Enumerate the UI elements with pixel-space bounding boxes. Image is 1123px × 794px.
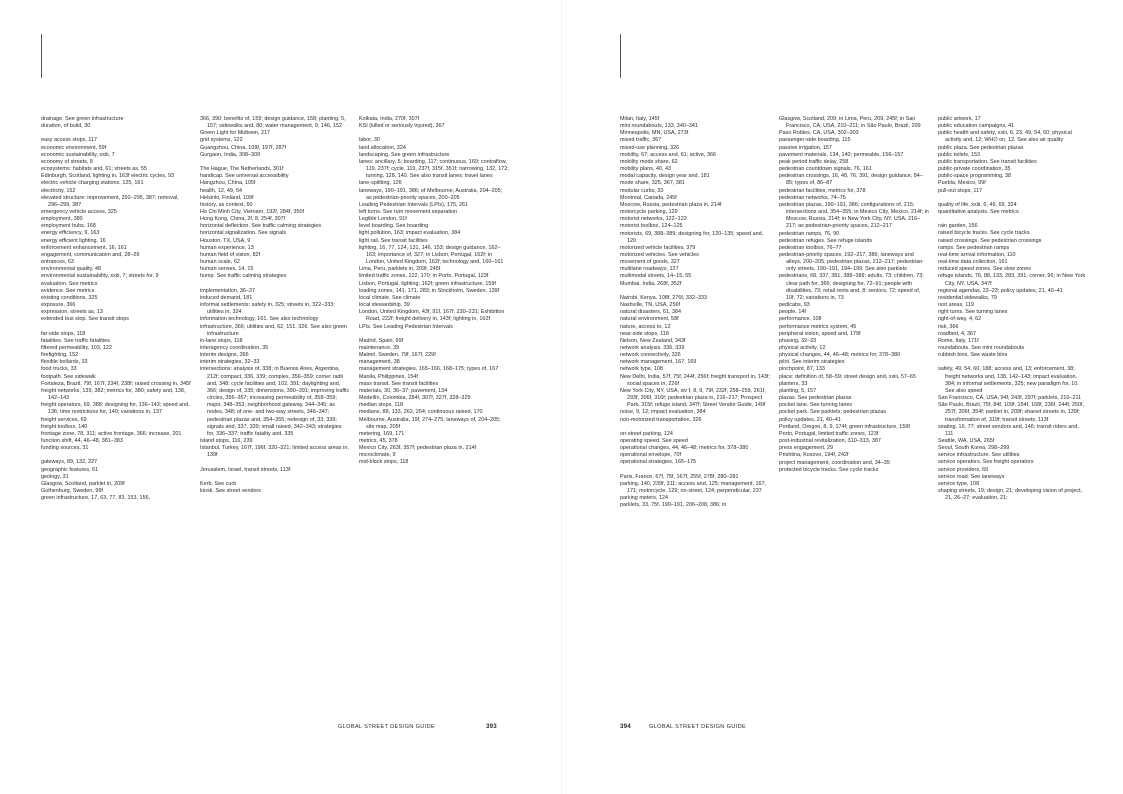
index-entry: evidence. See metrics: [41, 287, 95, 294]
index-entry: pedicabs, 93: [779, 302, 810, 309]
index-entry: Houston, TX, USA, 9: [200, 237, 251, 244]
index-entry: pedestrian plazas, 190–191, 386; configurations of, 215; intersections and, 354–355; in Mexico City, Mexico, 214f; in Moscow, Russia, 214f; in New York City, NY, USA, 216–217; as pedestrian-priority spaces, 212–217: [779, 201, 929, 230]
index-entry: service type, 108: [938, 480, 980, 487]
index-entry: rubbish bins. See waste bins: [938, 352, 1008, 359]
index-entry: far-side stops, 118: [41, 330, 86, 337]
index-entry: network type, 108: [620, 366, 663, 373]
index-entry: peak period traffic delay, 258: [779, 158, 849, 165]
index-entry: São Paulo, Brazil, 75f, 84f, 109f, 154f, 168f, 236f, 244f, 250f, 257f, 306f, 354f; parklet in, 209f; shared streets in, 139f; transformation of, 319f; transit streets, 113f: [938, 402, 1085, 423]
letter-group-gap: [41, 324, 191, 331]
index-entry: freight toolbox, 140: [41, 423, 88, 430]
index-entry: Madrid, Spain, 99f: [359, 337, 404, 344]
index-entry: horizontal deflection. See traffic calming strategies: [200, 223, 322, 230]
index-entry: extended bus stop. See transit stops: [41, 316, 129, 323]
letter-group-gap: [938, 216, 1088, 223]
index-entry: movement of goods, 327: [620, 259, 680, 266]
index-entry: green infrastructure, 17, 63, 77, 83, 153, 156,: [41, 495, 151, 502]
index-entry: lane-splitting, 126: [359, 180, 402, 187]
index-entry: Paso Robles, CA, USA, 302–303: [779, 130, 859, 137]
index-entry: flexible bollards, 33: [41, 359, 88, 366]
index-entry: energy efficiency, 9, 163: [41, 230, 100, 237]
index-entry: regional agendas, 22–23; policy updates, 21, 40–41: [938, 287, 1063, 294]
index-entry: risk, 366: [938, 323, 959, 330]
index-entry: median stops, 118: [359, 402, 403, 409]
index-entry: human experience, 13: [200, 244, 254, 251]
running-footer-title: GLOBAL STREET DESIGN GUIDE: [649, 724, 747, 730]
index-entry: real-time arrival information, 110: [938, 251, 1016, 258]
index-entry: kiosk. See street vendors: [200, 488, 262, 495]
index-entry: footpath. See sidewalk: [41, 373, 96, 380]
index-entry: press engagement, 29: [779, 445, 834, 452]
index-entry: duration, of build, 30: [41, 123, 91, 130]
index-entry: lanes: ancillary, 5; boarding, 117; continuous, 169; contraflow, 119, 237f; cycle, 119, 237f, 315f, 351f; narrowing, 132, 172; turning, 128, 140. See also transit lanes; travel lanes: [359, 158, 509, 180]
index-entry: pedestrian networks, 74–75: [779, 194, 846, 201]
index-entry: pocket lane. See turning lanes: [779, 402, 853, 409]
index-entry: parklets, 33, 75f, 190–191, 206–208, 386; in: [620, 502, 727, 509]
index-entry: pedestrians, 68, 337, 381, 388–389; adults, 73; children, 73; clear path for, 366; designing for, 72–91; people with disabilities, 73; retail rents and, 8; seniors, 72; speed of, 10f, 72; variations in, 73: [779, 273, 924, 301]
index-entry: Glasgow, Scotland, 209; in Lima, Peru, 209, 245f; in San Francisco, CA, USA, 210–211; in São Paulo, Brazil, 209: [779, 116, 921, 130]
index-entry: parking meters, 124: [620, 495, 669, 502]
index-entry: metering, 169, 171: [359, 430, 405, 437]
index-entry: roundabouts. See mini roundabouts: [938, 344, 1025, 351]
letter-group-gap: [200, 281, 350, 288]
index-entry: existing conditions, 325: [41, 294, 98, 301]
index-entry: employment, 380: [41, 216, 83, 223]
index-entry: pedestrian crossings, 16, 48, 76, 391; design guidance, 84–85; types of, 86–87: [779, 173, 923, 187]
running-footer-title: GLOBAL STREET DESIGN GUIDE: [338, 724, 436, 730]
index-entry: Mexico City, 263f, 357f; pedestrian plaza in, 214f: [359, 445, 477, 452]
index-entry: Melbourne, Australia, 19f, 274–275; laneways of, 204–205; site map, 205f: [359, 416, 501, 430]
index-entry: fatalities. See traffic fatalities: [41, 337, 110, 344]
index-entry: Helsinki, Finland, 109f: [200, 194, 254, 201]
index-entry: environmental sustainability, xxiii, 7; streets for, 9: [41, 273, 159, 280]
index-entry: pedestrian toolbox, 76–77: [779, 244, 842, 251]
index-entry: raised bicycle tracks. See cycle tracks: [938, 230, 1030, 237]
index-entry: emergency vehicle access, 325: [41, 209, 117, 216]
index-entry: pedestrian facilities, metrics for, 378: [779, 187, 866, 194]
index-entry: Moscow, Russia, pedestrian plaza in, 214f: [620, 201, 722, 208]
index-entry: performance, 108: [779, 316, 822, 323]
index-entry: Gurgaon, India, 308–309: [200, 151, 261, 158]
index-entry: implementation, 36–37: [200, 287, 255, 294]
index-entry: filtered permeability, 103, 122: [41, 344, 112, 351]
index-entry: pocket park. See parklets; pedestrian plazas: [779, 409, 886, 416]
letter-group-gap: [620, 288, 770, 295]
index-entry: laneways, 190–191, 386; of Melbourne, Australia, 204–205; as pedestrian-priority spaces, 200–205: [359, 187, 503, 201]
index-entry: shaping streets, 19; design, 21; developing vision of project, 21, 26–27; evaluation, 21;: [938, 488, 1083, 502]
index-entry: Lisbon, Portugal, lighting, 162f; green infrastructure, 159f: [359, 280, 496, 287]
index-entry: Portland, Oregon, 8, 9, 174f; green infrastructure, 159f: [779, 423, 910, 430]
index-entry: infrastructure, 366; utilities and, 62, 151, 326. See also green infrastructure: [200, 323, 347, 337]
page-number: 393: [486, 723, 497, 730]
index-entry: refuge islands, 76, 88, 133, 283, 391; corner, 96; in New York City, NY, USA, 347f: [938, 273, 1086, 287]
index-entry: Prishtina, Kosovo, 194f, 242f: [779, 452, 849, 459]
index-entry: economic environment, 59f: [41, 144, 107, 151]
index-entry: economy of streets, 8: [41, 158, 93, 165]
index-entry: funding sources, 31: [41, 445, 89, 452]
index-entry: left turns. See turn movement separation: [359, 209, 458, 216]
index-entry: geographic features, 61: [41, 466, 99, 473]
margin-rule: [41, 34, 42, 78]
index-entry: mid-block stops, 118: [359, 459, 409, 466]
index-entry: light pollution, 163; impact evaluation, 384: [359, 230, 461, 237]
index-entry: physical activity, 12: [779, 345, 826, 351]
index-entry: place: definition of, 58–59; street design and, xxiii, 57–65: [779, 373, 916, 380]
index-entry: health, 12, 49, 54: [200, 187, 243, 194]
index-entry: materials, 30, 36–37; pavement, 134: [359, 387, 448, 394]
index-entry: mixed traffic, 367: [620, 137, 662, 144]
index-entry: drainage. See green infrastructure: [41, 116, 124, 122]
index-entry: pilot. See interim strategies: [779, 359, 845, 366]
letter-group-gap: [620, 467, 770, 474]
index-entry: mobility plans, 40, 43: [620, 166, 672, 173]
index-entry: physical changes, 44, 46–48; metrics for, 378–380: [779, 352, 901, 359]
index-entry: environmental quality, 48: [41, 266, 102, 273]
index-entry: local climate. See climate: [359, 294, 421, 301]
index-entry: Nelson, New Zealand, 343f: [620, 337, 686, 344]
index-entry: Leading Pedestrian Intervals (LPIs), 175, 261: [359, 201, 469, 208]
index-entry: frontage zone, 78, 311; active frontage, 366; increase, 201: [41, 430, 182, 437]
index-entry: roadbed, 4, 367: [938, 330, 977, 337]
index-entry: electricity, 152: [41, 187, 76, 194]
index-entry: 366, 390; benefits of, 159; design guidance, 158; planting, 5, 157; sidewalks and, 80; water management, 9, 146, 152: [200, 116, 346, 130]
index-entry: island stops, 116, 239: [200, 438, 253, 444]
index-entry: motorized vehicles. See vehicles: [620, 251, 699, 258]
index-column-5: [779, 116, 929, 474]
index-entry: Jerusalem, Israel, transit streets, 113f: [200, 466, 291, 473]
index-entry: non-motorized transportation, 326: [620, 416, 702, 423]
index-entry: pedestrian countdown signals, 76, 161: [779, 166, 872, 173]
index-entry: policy updates, 21, 40–41: [779, 416, 841, 423]
index-entry: multilane roadways, 127: [620, 266, 679, 273]
index-entry: mini roundabouts, 133, 340–341: [620, 123, 698, 130]
index-entry: intersections: analysis of, 338; in Buenos Aires, Argentina, 212f; compact, 336, 339; complex, 356–359; corner radii and, 348; cycle facilities and, 102, 391; daylighting and, 366; design of, 335; dimensions, 390–391; improving traffic circles, 356–357; increasing permeability of, 358–359; major, 348–353; neighborhood gateway, 344–345; as nodes, 348; of one- and two-way streets, 346–347; pedestrian plazas and, 354–355; redesign of, 33, 339; signals and, 337, 339; small raised, 342–343; strategies for, 336–337; traffic fatality and, 335: [200, 366, 350, 437]
index-entry: Green Light for Midtown, 217: [200, 130, 271, 137]
index-entry: mobility, 67; access and, 61; active, 366: [620, 151, 717, 158]
page-number: 394: [620, 723, 631, 730]
index-entry: interim strategies, 32–33: [200, 359, 260, 366]
index-entry: employment hubs, 168: [41, 223, 96, 230]
index-entry: rain garden, 156: [938, 223, 978, 230]
index-entry: public-space programming, 38: [938, 173, 1012, 180]
margin-rule: [620, 34, 621, 78]
index-entry: energy efficient lighting, 16: [41, 237, 106, 244]
index-entry: level boarding. See boarding: [359, 223, 429, 230]
index-entry: metrics, 45, 378: [359, 438, 398, 444]
index-entry: modular curbs, 33: [620, 187, 664, 194]
index-entry: safety, 49, 54, 60, 188; access and, 13; enforcement, 38; freight networks and, 138, 142–143; impact evaluation, 384; in informal settlements, 325; new paradigm for, 10. See also speed: [938, 366, 1079, 394]
letter-group-gap: [200, 459, 350, 466]
index-entry: motorist toolbox, 124–125: [620, 223, 683, 230]
index-entry: handicap. See universal accessibility: [200, 173, 289, 180]
index-entry: medians, 88, 133, 262, 264; continuous raised, 170: [359, 409, 483, 416]
index-entry: pedestrian ramps, 76, 90: [779, 230, 840, 237]
index-column-6: [938, 116, 1088, 502]
index-entry: Medellín, Colombia, 284f, 307f, 327f, 328–329: [359, 395, 471, 402]
index-entry: parking, 140, 239f, 311; access and, 125; management, 167, 171; motorcycle, 129; on-street, 124; perpendicular, 237: [620, 480, 767, 495]
index-entry: operational strategies, 165–175: [620, 459, 697, 466]
index-entry: public transportation. See transit facilities: [938, 158, 1037, 165]
page-393: [0, 0, 561, 794]
index-entry: modal capacity, design year and, 181: [620, 173, 710, 180]
index-entry: Nashville, TN, USA, 256f: [620, 302, 681, 309]
letter-group-gap: [359, 331, 509, 338]
index-entry: service infrastructure. See utilities: [938, 452, 1020, 459]
index-entry: in-lane stops, 118: [200, 337, 243, 344]
index-entry: natural disasters, 61, 384: [620, 309, 682, 316]
index-entry: Porto, Portugal, limited traffic zones, 123f: [779, 430, 879, 437]
index-entry: post-industrial revitalization, 310–313, 387: [779, 438, 881, 445]
index-entry: operating speed. See speed: [620, 438, 688, 444]
index-entry: public toilets, 153: [938, 151, 981, 158]
index-entry: peripheral vision, speed and, 179f: [779, 330, 861, 337]
index-column-4: [620, 116, 770, 510]
index-entry: labor, 30: [359, 137, 380, 144]
index-entry: mode share, 325, 367, 381: [620, 180, 685, 187]
index-entry: Manila, Philippines, 154f: [359, 373, 418, 380]
index-entry: natural environment, 58f: [620, 316, 679, 323]
index-entry: pavement materials, 134, 140; permeable, 156–157: [779, 151, 904, 158]
index-entry: New York City, NY, USA, xiv f, 8, 9, 79f, 232f, 258–259, 261f, 293f, 306f, 316f; pedestrian plaza in, 216–217; Prospect Park, 315f; refuge island, 347f; Street Vendor Guide, 149f: [620, 387, 766, 409]
index-entry: multimodal streets, 14–15, 55: [620, 273, 692, 280]
index-entry: public health and safety, xxiii, 6, 23, 49, 54, 60; physical activity and, 12; WHO on, 12. See also air quality: [938, 130, 1072, 144]
index-entry: Hangzhou, China, 105f: [200, 180, 256, 187]
index-entry: mass transit. See transit facilities: [359, 380, 439, 387]
index-entry: reduced speed zones. See slow zones: [938, 266, 1031, 273]
index-entry: landscaping. See green infrastructure: [359, 151, 450, 158]
index-entry: freight networks, 139, 382; metrics for, 380; safety and, 138, 142–143: [41, 387, 186, 402]
index-column-1: [41, 116, 191, 502]
index-entry: people, 14f: [779, 309, 806, 316]
index-entry: Seattle, WA, USA, 265f: [938, 437, 995, 444]
index-entry: service operators. See freight operators: [938, 459, 1034, 466]
index-entry: quantitative analysis. See metrics: [938, 209, 1019, 216]
index-entry: Fortaleza, Brazil, 79f, 167f, 234f, 238f; raised crossing in, 345f: [41, 380, 191, 387]
index-entry: management, 38: [359, 359, 400, 366]
index-entry: interagency coordination, 35: [200, 344, 269, 351]
index-entry: electric vehicle charging stations, 125, 161: [41, 180, 144, 187]
index-entry: operational changes, 44, 46–48; metrics for, 378–380: [620, 445, 749, 452]
index-entry: function shift, 44, 46–48, 381–383: [41, 438, 123, 444]
index-entry: raised crossings. See pedestrian crossings: [938, 237, 1042, 244]
index-entry: Montreal, Canada, 245f: [620, 194, 677, 201]
index-entry: KSI (killed or seriously injured), 367: [359, 123, 445, 130]
index-entry: Kerb. See curb: [200, 480, 237, 487]
index-entry: lighting, 16, 77, 124, 131, 146, 153; design guidance, 162–163; importance of, 327; in Lisbon, Portugal, 162f; in London, United Kingdom, 162f; technology and, 160–161: [359, 244, 504, 266]
letter-group-gap: [41, 452, 191, 459]
index-entry: service road. See laneways: [938, 473, 1005, 480]
letter-group-gap: [200, 474, 350, 481]
index-entry: firefighting, 152: [41, 352, 79, 359]
index-entry: interim designs, 366: [200, 352, 249, 359]
index-entry: Milan, Italy, 145f: [620, 116, 660, 122]
index-entry: pull-out stops, 117: [938, 187, 983, 194]
index-entry: local stewardship, 39: [359, 302, 410, 309]
index-entry: LPIs. See Leading Pedestrian Intervals: [359, 323, 453, 330]
letter-group-gap: [620, 424, 770, 431]
index-entry: geology, 31: [41, 473, 69, 480]
index-entry: performance metrics system, 45: [779, 323, 857, 330]
index-entry: seating, 16, 77; street vendors and, 146; transit riders and, 111: [938, 423, 1079, 437]
index-entry: Seoul, South Korea, 298–299: [938, 445, 1010, 452]
letter-group-gap: [938, 359, 1088, 366]
index-entry: economic sustainability, xxiii, 7: [41, 151, 115, 158]
index-entry: information technology, 161. See also technology: [200, 316, 319, 323]
index-entry: passenger-side boarding, 115: [779, 137, 851, 144]
index-entry: light rail. See transit facilities: [359, 237, 428, 244]
index-entry: San Francisco, CA, USA, 94f, 243f, 297f; parklets, 210–211: [938, 395, 1082, 402]
index-entry: rest areas, 119: [938, 302, 974, 309]
index-entry: gateways, 89, 132, 227: [41, 459, 98, 466]
index-entry: phasing, 32–33: [779, 337, 817, 344]
index-entry: Lima, Peru, parklets in, 209f, 245f: [359, 266, 441, 273]
index-entry: freight operators, 69, 388; designing for, 136–143; speed and, 136; time restrictions for, 140; variations in, 137: [41, 402, 190, 416]
index-entry: easy access stops, 117: [41, 137, 98, 144]
index-entry: planting, 5, 157: [779, 387, 817, 394]
index-entry: ecosystems: habitats and, 61; streets as, 55: [41, 166, 148, 173]
letter-group-gap: [41, 130, 191, 137]
index-entry: nature, access to, 12: [620, 323, 671, 330]
index-entry: limited traffic zones, 122, 170; in Porto, Portugal, 123f: [359, 273, 489, 280]
index-entry: informal settlements: safety in, 325; streets in, 322–333; utilities in, 324: [200, 302, 335, 316]
index-entry: land allocation, 324: [359, 144, 406, 151]
index-entry: maintenance, 39: [359, 344, 400, 351]
index-entry: protected bicycle tracks. See cycle tracks: [779, 466, 879, 473]
index-entry: Malmö, Sweden, 79f, 167f, 229f: [359, 352, 436, 359]
index-entry: public plaza. See pedestrian plazas: [938, 144, 1024, 151]
index-entry: elevated structure: improvement, 292–295, 387; removal, 296–299, 387: [41, 194, 179, 208]
index-entry: London, United Kingdom, 43f, 91f, 167f, 230–231; Exhibition Road, 222f; freight delivery in, 143f; lighting in, 162f: [359, 309, 505, 323]
index-entry: network management, 167, 169: [620, 359, 697, 366]
index-entry: service providers, 69: [938, 466, 989, 473]
index-entry: residential sidewalks, 79: [938, 294, 997, 301]
index-entry: entrances, 63: [41, 259, 74, 266]
index-entry: project management, coordination and, 34–35: [779, 459, 890, 466]
index-entry: human senses, 14, 15: [200, 266, 254, 273]
index-entry: Hong Kong, China, 2f, 8, 254f, 307f: [200, 216, 286, 223]
index-entry: motorized vehicle facilities, 379: [620, 244, 696, 251]
index-entry: grid systems, 122: [200, 137, 243, 144]
index-entry: freight services, 69: [41, 416, 87, 423]
index-column-3: [359, 116, 509, 467]
index-entry: public-private coordination, 35: [938, 166, 1011, 173]
index-entry: Gothenburg, Sweden, 99f: [41, 488, 103, 495]
index-entry: enforcement enhancement, 16, 161: [41, 244, 127, 251]
index-entry: Glasgow, Scotland, parklet in, 209f: [41, 480, 125, 487]
index-entry: public education campaigns, 41: [938, 123, 1015, 130]
index-entry: human field of vision, 82f: [200, 251, 261, 258]
index-entry: ramps. See pedestrian ramps: [938, 244, 1010, 251]
index-entry: loading zones, 141, 171, 283; in Stockholm, Sweden, 139f: [359, 287, 500, 294]
index-entry: near-side stops, 118: [620, 330, 669, 337]
index-entry: pedestrian refuges. See refuge islands: [779, 237, 873, 244]
index-entry: passive irrigation, 157: [779, 144, 832, 151]
index-entry: mixed-use planning, 326: [620, 144, 680, 151]
index-entry: The Hague, The Netherlands, 301f: [200, 166, 284, 173]
index-entry: Legible London, 91f: [359, 216, 407, 223]
index-entry: noise, 9, 12; impact evaluation, 384: [620, 409, 706, 416]
letter-group-gap: [359, 130, 509, 137]
index-entry: Mumbai, India, 268f, 352f: [620, 280, 682, 287]
index-entry: motorist networks, 122–123: [620, 216, 687, 223]
index-entry: pedestrian-priority spaces, 192–217, 386; laneways and alleys, 200–205; pedestrian plazas, 212–217; pedestrian-only streets, 190–191, 194–199. See also parklets: [779, 251, 925, 273]
index-entry: Istanbul, Turkey, 167f, 196f, 320–321; limited access areas in, 139f: [200, 445, 349, 459]
index-entry: network connectivity, 326: [620, 352, 681, 359]
letter-group-gap: [200, 159, 350, 166]
index-entry: pinchpoint, 87, 133: [779, 366, 825, 373]
index-entry: Minneapolis, MN, USA, 273f: [620, 130, 689, 137]
index-entry: exposure, 366: [41, 302, 76, 309]
index-entry: expression, streets as, 13: [41, 309, 103, 316]
index-entry: New Delhi, India, 57f, 75f, 244f, 256f; freight transport in, 143f; social spaces in, 226f: [620, 373, 770, 387]
index-entry: right turns. See turning lanes: [938, 309, 1008, 316]
index-entry: motorists, 69, 388–389; designing for, 120–135; speed and, 120: [620, 230, 764, 244]
index-entry: plazas. See pedestrian plazas: [779, 395, 852, 402]
index-entry: Guangzhou, China, 109f, 197f, 287f: [200, 144, 287, 151]
index-entry: Nairobi, Kenya, 108f, 276f, 332–333: [620, 294, 708, 301]
index-entry: Paris, France, 67f, 75f, 167f, 255f, 278f, 280–281: [620, 473, 739, 480]
index-column-2: [200, 116, 350, 495]
index-entry: engagement, communication and, 28–29: [41, 251, 140, 258]
index-entry: operational envelope, 70f: [620, 452, 682, 459]
letter-group-gap: [938, 195, 1088, 202]
index-entry: mobility mode share, 62: [620, 158, 678, 165]
index-entry: Ho Chi Minh City, Vietnam, 192f, 284f, 350f: [200, 209, 305, 216]
index-entry: microclimate, 9: [359, 452, 396, 459]
index-entry: food trucks, 33: [41, 366, 77, 373]
index-entry: induced demand, 181: [200, 294, 253, 301]
index-entry: hump. See traffic calming strategies: [200, 273, 287, 280]
index-entry: planters, 33: [779, 380, 808, 387]
index-entry: Puebla, Mexico, 99f: [938, 180, 986, 187]
index-entry: quality of life, xxiii, 6, 49, 69, 324: [938, 201, 1017, 208]
index-entry: right-of-way, 4, 62: [938, 316, 982, 323]
index-entry: management strategies, 165–166, 168–175; types of, 167: [359, 366, 499, 373]
index-entry: public artwork, 17: [938, 116, 981, 122]
index-entry: evaluation. See metrics: [41, 280, 98, 287]
index-entry: Kolkata, India, 270f, 307f: [359, 116, 420, 122]
index-entry: Rome, Italy, 171f: [938, 337, 979, 344]
page-394: [562, 0, 1123, 794]
index-entry: Edinburgh, Scotland, lighting in, 163f electric cycles, 93: [41, 173, 175, 180]
index-entry: on-street parking, 124: [620, 430, 673, 437]
index-entry: motorcycle parking, 129: [620, 209, 678, 216]
index-entry: network analysis, 336, 339: [620, 344, 685, 351]
index-entry: real-time data collection, 161: [938, 259, 1008, 266]
index-entry: human scale, 62: [200, 259, 240, 266]
index-entry: history, as context, 60: [200, 201, 253, 208]
index-entry: horizontal signalization. See signals: [200, 230, 287, 237]
